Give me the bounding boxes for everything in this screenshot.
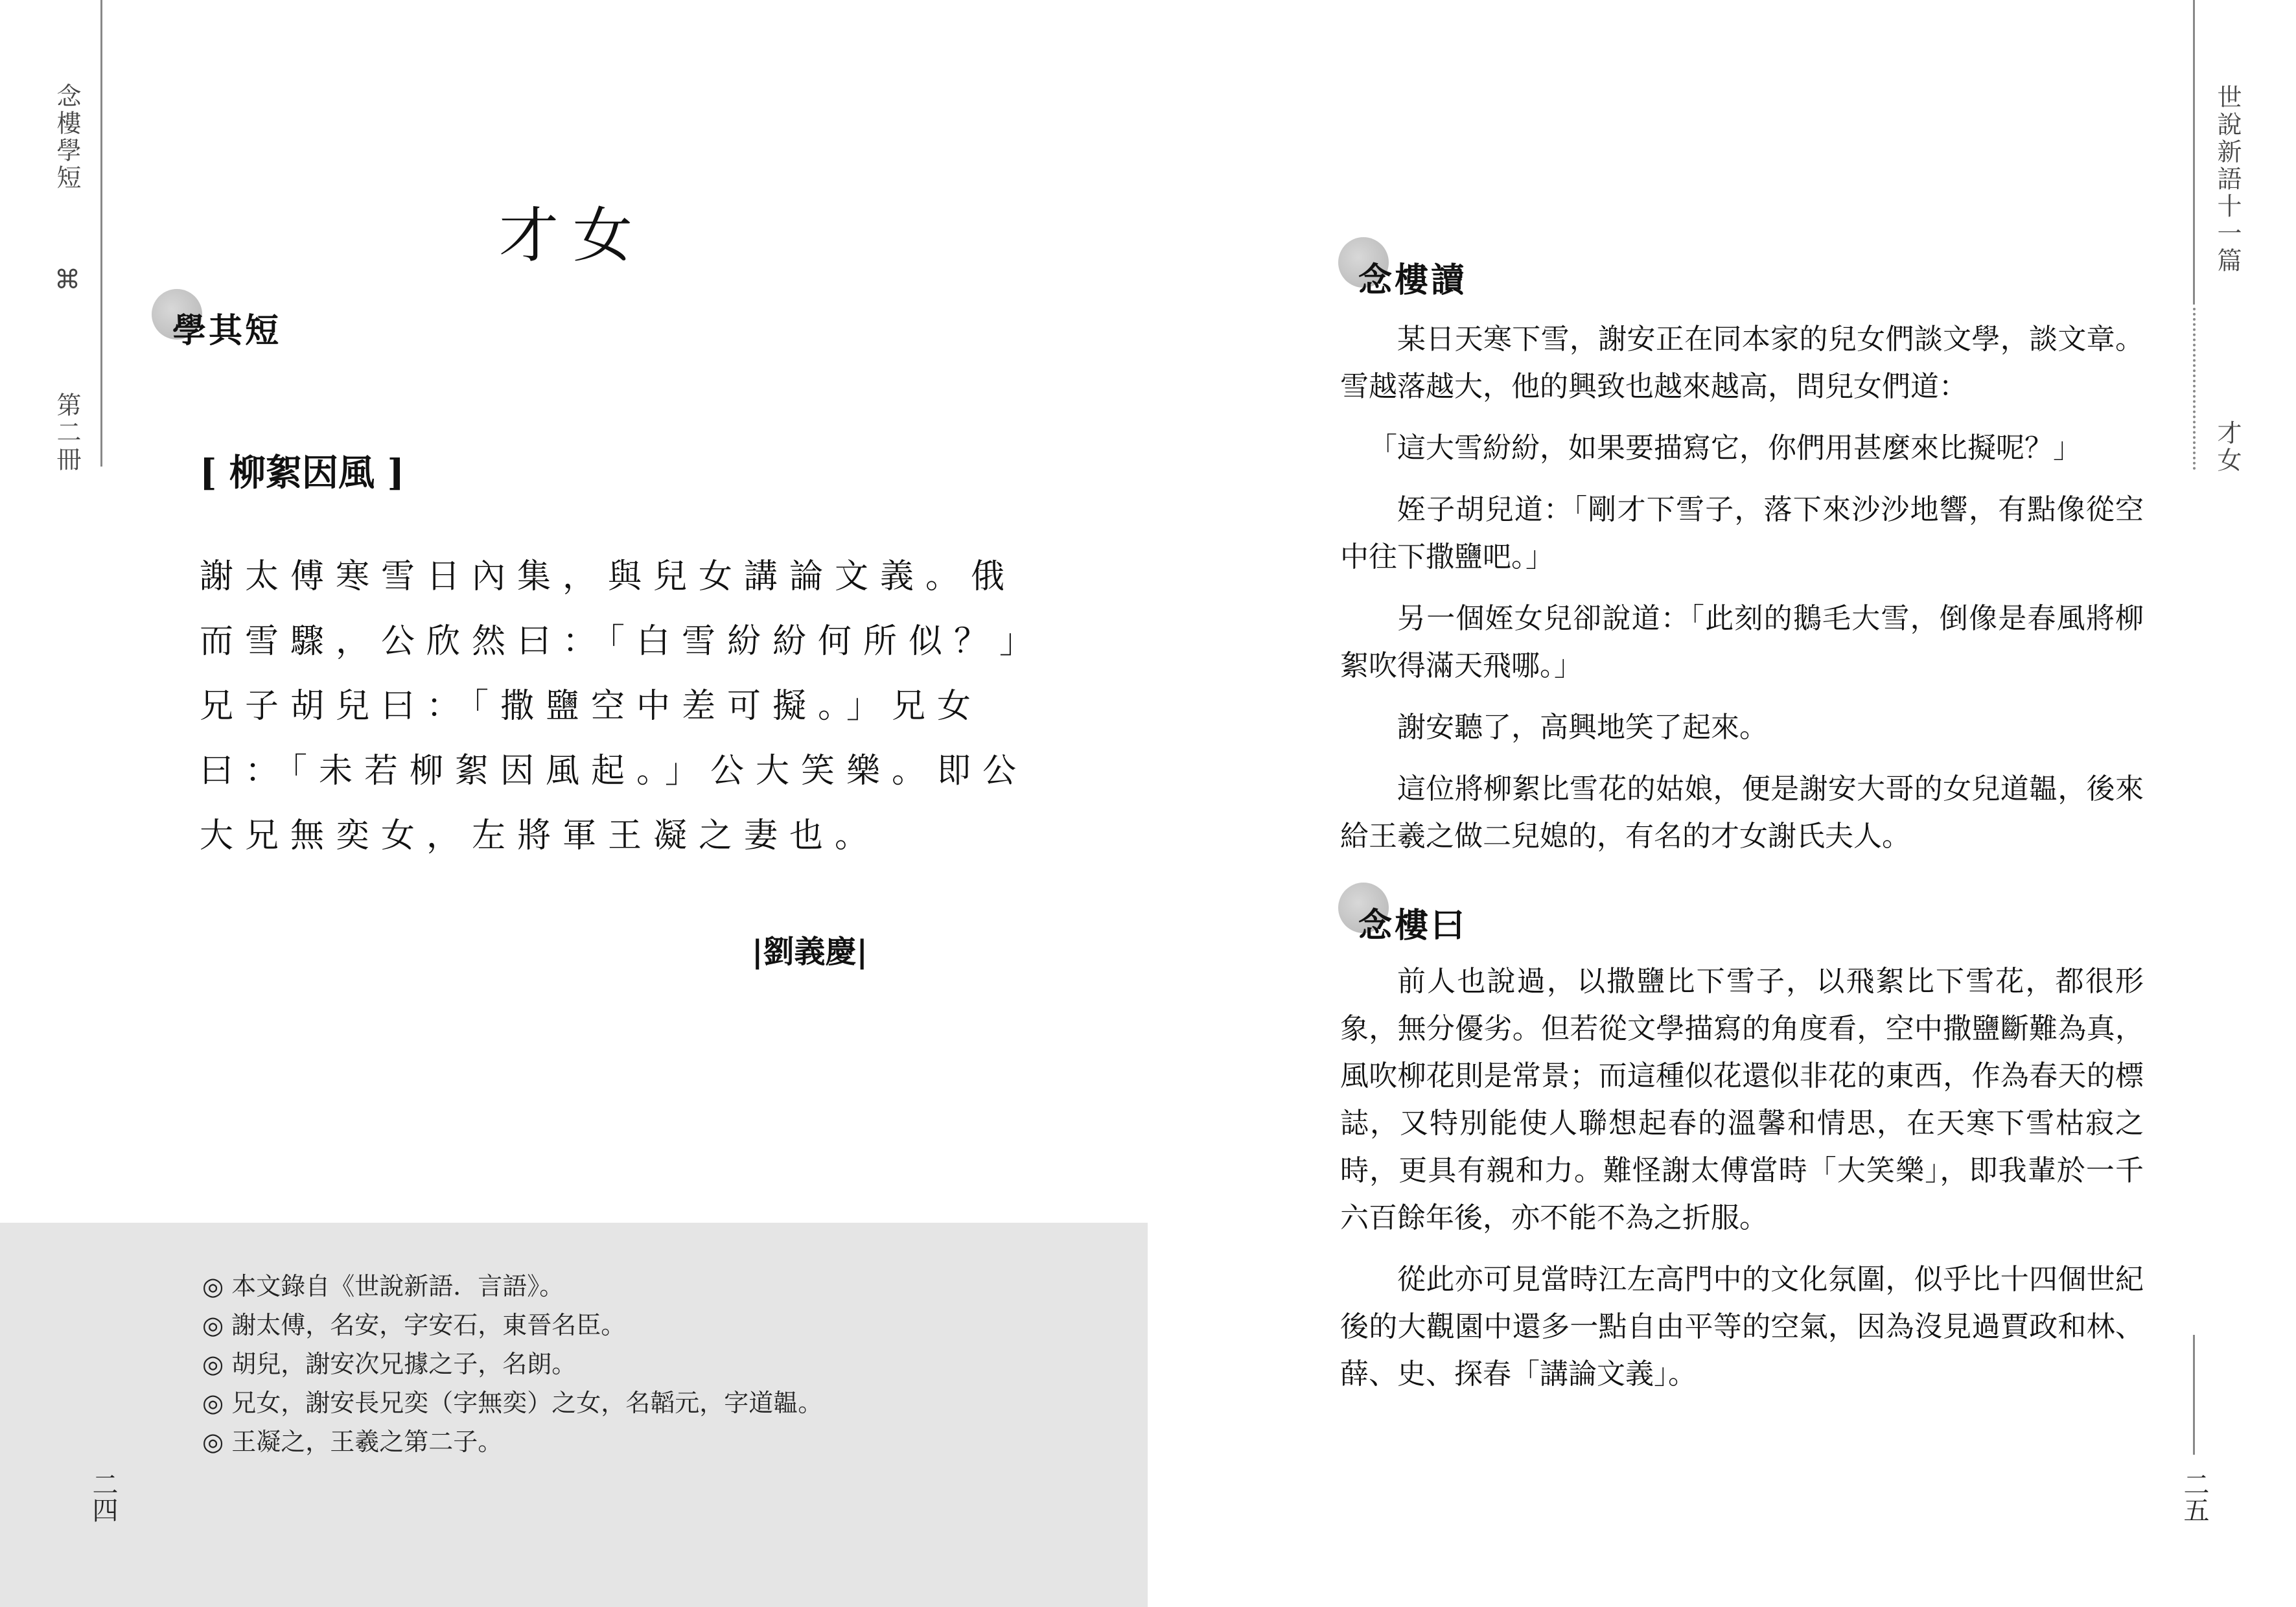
notes-list	[202, 1267, 822, 1461]
body-paragraph: 另一個姪女兒卻說道：「此刻的鵝毛大雪，倒像是春風將柳絮吹得滿天飛哪。」	[1340, 602, 2144, 682]
page-number-right: 二五	[2179, 1471, 2209, 1523]
classical-line: 大兄無奕女，左將軍王凝之妻也。	[200, 816, 881, 855]
section2-body	[1340, 958, 2144, 1412]
body-paragraph: 「這大雪紛紛，如果要描寫它，你們用甚麼來比擬呢？」	[1369, 432, 2081, 465]
body-paragraph: 從此亦可見當時江左高門中的文化氛圍，似乎比十四個世紀後的大觀園中還多一點自由平等的空氣，因為沒見過賈政和林、薛、史、探春「講論文義」。	[1340, 1263, 2144, 1391]
classical-line: 兄子胡兒曰：「撒鹽空中差可擬。」兄女	[200, 687, 983, 726]
section1-body	[1340, 316, 2144, 874]
body-paragraph: 姪子胡兒道：「剛才下雪子，落下來沙沙地響，有點像從空中往下撒鹽吧。」	[1340, 493, 2144, 573]
volume-label: 第二冊	[52, 392, 81, 474]
section-title-nianlouyue: 念樓曰	[1358, 906, 1468, 945]
note-item: ◎ 謝太傅，名安，字安石，東晉名臣。	[202, 1311, 626, 1339]
command-symbol-icon: ⌘	[54, 265, 83, 295]
chapter-label: 才女	[2213, 420, 2242, 474]
page-title: 才女	[499, 201, 647, 270]
note-item: ◎ 王凝之，王羲之第二子。	[202, 1428, 503, 1456]
dotted-divider	[2193, 308, 2196, 470]
running-head-left: 念樓學短	[52, 83, 81, 192]
body-paragraph: 這位將柳絮比雪花的姑娘，便是謝安大哥的女兒道韞，後來給王羲之做二兒媳的，有名的才女謝氏夫人。	[1340, 772, 2144, 853]
classical-line: 謝太傅寒雪日內集，與兒女講論文義。俄	[200, 557, 1017, 596]
note-item: ◎ 本文錄自《世說新語．言語》。	[202, 1272, 564, 1301]
right-margin-rule-bottom	[2193, 1335, 2195, 1455]
classical-text	[200, 544, 1045, 868]
subtitle: [ 柳絮因風 ]	[200, 452, 404, 494]
classical-line: 而雪驟，公欣然曰：「白雪紛紛何所似？」	[200, 622, 1045, 661]
classical-line: 曰：「未若柳絮因風起。」公大笑樂。即公	[200, 752, 1028, 791]
body-paragraph: 前人也說過，以撒鹽比下雪子，以飛絮比下雪花，都很形象，無分優劣。但若從文學描寫的角度看，空中撒鹽斷難為真，風吹柳花則是常景；而這種似花還似非花的東西，作為春天的標誌，又特別能使人聯想起春的溫馨和情思，在天寒下雪枯寂之時，更具有親和力。難怪謝太傅當時「大笑樂」，即我輩於一千六百餘年後，亦不能不為之折服。	[1340, 965, 2144, 1234]
running-head-right: 世說新語十一篇	[2213, 84, 2242, 275]
note-item: ◎ 兄女，謝安長兄奕（字無奕）之女，名韜元，字道韞。	[202, 1389, 823, 1417]
page-number-left: 二四	[88, 1471, 118, 1523]
body-paragraph: 謝安聽了，高興地笑了起來。	[1397, 711, 1768, 744]
body-paragraph: 某日天寒下雪，謝安正在同本家的兒女們談文學，談文章。雪越落越大，他的興致也越來越高，問兒女們道：	[1340, 323, 2144, 403]
note-item: ◎ 胡兒，謝安次兄據之子，名朗。	[202, 1350, 577, 1378]
left-margin-rule-top	[100, 0, 102, 467]
section-title-nianloudu: 念樓讀	[1358, 260, 1468, 300]
author-name: |劉義慶|	[752, 934, 868, 970]
right-margin-rule-top	[2193, 0, 2195, 305]
section-label-xueqiduan: 學其短	[172, 311, 282, 351]
